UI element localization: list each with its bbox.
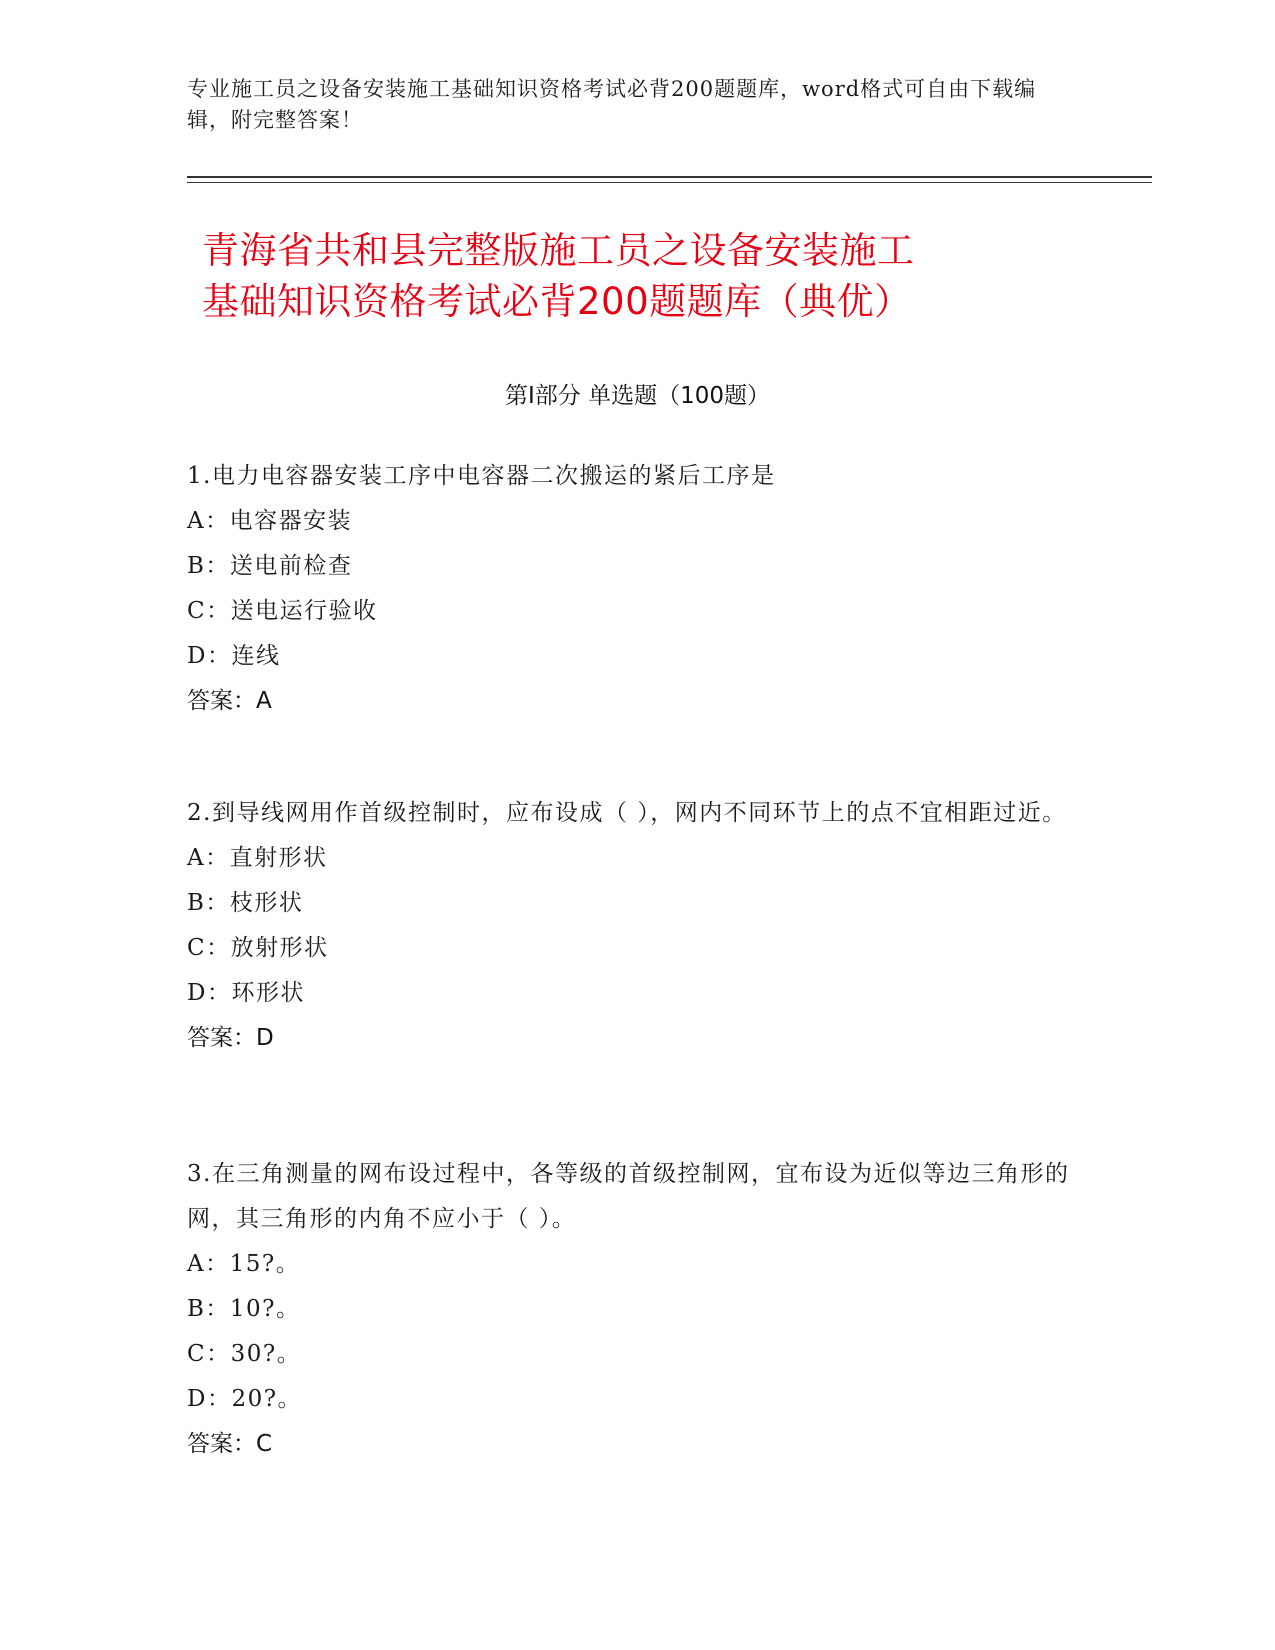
header-rule-thin — [187, 182, 1152, 183]
option-c: C：送电运行验收 — [187, 598, 378, 624]
option-d: D：连线 — [187, 643, 281, 669]
question-1 — [187, 454, 1077, 724]
option-d: D：环形状 — [187, 980, 305, 1006]
option-a: A：15?。 — [187, 1251, 301, 1277]
option-c: C：30?。 — [187, 1341, 302, 1367]
question-2 — [187, 791, 1077, 1061]
question-3 — [187, 1152, 1077, 1467]
option-a: A：电容器安装 — [187, 508, 353, 534]
option-c: C：放射形状 — [187, 935, 329, 961]
header-note: 专业施工员之设备安装施工基础知识资格考试必背200题题库，word格式可自由下载编辑，附完整答案！ — [187, 77, 1037, 132]
answer: 答案：D — [187, 1025, 274, 1051]
option-b: B：送电前检查 — [187, 553, 353, 579]
question-stem: 3.在三角测量的网布设过程中，各等级的首级控制网，宜布设为近似等边三角形的网，其三角形的内角不应小于（ ）。 — [187, 1161, 1070, 1232]
answer: 答案：C — [187, 1431, 273, 1457]
question-stem: 1.电力电容器安装工序中电容器二次搬运的紧后工序是 — [187, 463, 776, 489]
answer: 答案：A — [187, 688, 272, 714]
document-title-line-2: 基础知识资格考试必背200题题库（典优） — [202, 280, 912, 323]
question-stem: 2.到导线网用作首级控制时，应布设成（ ），网内不同环节上的点不宜相距过近。 — [187, 800, 1067, 826]
option-a: A：直射形状 — [187, 845, 328, 871]
document-title — [202, 225, 1102, 327]
document-title-line-1: 青海省共和县完整版施工员之设备安装施工 — [202, 229, 915, 272]
section-title: 第Ⅰ部分 单选题（100题） — [505, 383, 770, 409]
option-b: B：枝形状 — [187, 890, 304, 916]
option-b: B：10?。 — [187, 1296, 301, 1322]
header-rule-thick — [187, 176, 1152, 178]
option-d: D：20?。 — [187, 1386, 303, 1412]
